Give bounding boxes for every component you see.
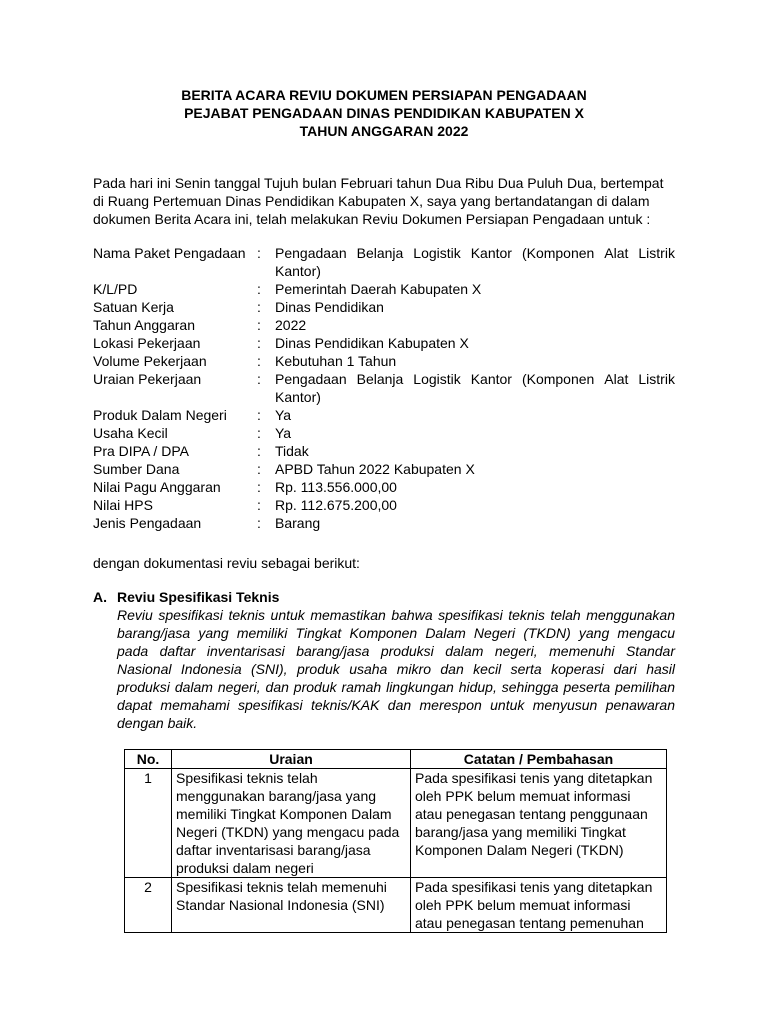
- field-colon: :: [257, 515, 261, 531]
- field-row: [93, 514, 675, 532]
- catatan-cell: [411, 878, 667, 933]
- field-label: Satuan Kerja: [93, 299, 174, 315]
- field-row: [93, 460, 675, 478]
- uraian-cell-line: menggunakan barang/jasa yang: [176, 788, 377, 804]
- section-desc-line: barang/jasa yang memiliki Tingkat Komponen Dalam Negeri (TKDN) yang mengacu: [117, 625, 675, 641]
- section-desc-line: pada daftar inventarisasi barang/jasa produksi dalam negeri, memenuhi Standar: [117, 643, 675, 659]
- field-value-line: Ya: [275, 407, 292, 423]
- catatan-cell: [411, 769, 667, 878]
- row-number: 2: [125, 878, 172, 933]
- package-details: [93, 244, 675, 532]
- field-label: Sumber Dana: [93, 461, 180, 477]
- field-row: [93, 244, 675, 280]
- field-value: [275, 280, 675, 298]
- field-value-line: 2022: [275, 317, 307, 333]
- field-value-line: Ya: [275, 425, 292, 441]
- catatan-cell-line: oleh PPK belum memuat informasi: [415, 897, 631, 913]
- field-row: [93, 280, 675, 298]
- field-value-line: Tidak: [275, 443, 309, 459]
- section-desc-line: dapat memahami spesifikasi teknis/KAK dan merespon untuk menyusun penawaran: [117, 697, 675, 713]
- title-line-3: TAHUN ANGGARAN 2022: [299, 123, 469, 139]
- section-desc-line: Nasional Indonesia (SNI), produk usaha mikro dan kecil serta koperasi dari hasil: [117, 661, 675, 677]
- field-colon: :: [257, 443, 261, 459]
- uraian-cell-line: memiliki Tingkat Komponen Dalam: [176, 806, 392, 822]
- field-label: Pra DIPA / DPA: [93, 443, 189, 459]
- field-value-line: Pemerintah Daerah Kabupaten X: [275, 281, 482, 297]
- field-value-line: Dinas Pendidikan: [275, 299, 384, 315]
- review-table: [124, 749, 667, 933]
- field-label: Nama Paket Pengadaan: [93, 245, 246, 261]
- section-desc-line: dengan baik.: [117, 715, 198, 731]
- field-value: [275, 460, 675, 478]
- field-value-line: Kebutuhan 1 Tahun: [275, 353, 397, 369]
- catatan-cell-line: atau penegasan tentang pemenuhan: [415, 915, 644, 931]
- uraian-cell-line: Negeri (TKDN) yang mengacu pada: [176, 824, 400, 840]
- field-colon: :: [257, 317, 261, 333]
- uraian-cell: [172, 769, 411, 878]
- catatan-cell-line: Pada spesifikasi tenis yang ditetapkan: [415, 879, 653, 895]
- catatan-cell-line: Komponen Dalam Negeri (TKDN): [415, 842, 624, 858]
- field-label: Jenis Pengadaan: [93, 515, 202, 531]
- field-colon: :: [257, 245, 261, 261]
- catatan-cell-line: oleh PPK belum memuat informasi: [415, 788, 631, 804]
- field-colon: :: [257, 425, 261, 441]
- field-value-line: Pengadaan Belanja Logistik Kantor (Komponen Alat Listrik: [275, 245, 675, 261]
- section-letter: A.: [93, 589, 107, 605]
- field-row: [93, 352, 675, 370]
- field-label: Uraian Pekerjaan: [93, 371, 202, 387]
- table-row: [125, 878, 667, 933]
- field-colon: :: [257, 371, 261, 387]
- closing-text: dengan dokumentasi reviu sebagai berikut:: [93, 555, 360, 571]
- table-row: [125, 769, 667, 878]
- field-value-line: Rp. 113.556.000,00: [275, 479, 397, 495]
- section-a-description: [117, 606, 675, 732]
- field-colon: :: [257, 407, 261, 423]
- field-value-line: Dinas Pendidikan Kabupaten X: [275, 335, 469, 351]
- field-colon: :: [257, 497, 261, 513]
- field-row: [93, 424, 675, 442]
- intro-paragraph: [93, 174, 675, 228]
- field-label: Volume Pekerjaan: [93, 353, 207, 369]
- title-line-2: PEJABAT PENGADAAN DINAS PENDIDIKAN KABUPATEN X: [184, 105, 584, 121]
- field-value: [275, 370, 675, 406]
- field-colon: :: [257, 281, 261, 297]
- header-uraian: Uraian: [172, 750, 411, 769]
- field-colon: :: [257, 353, 261, 369]
- intro-line: Pada hari ini Senin tanggal Tujuh bulan Februari tahun Dua Ribu Dua Puluh Dua, bertempat: [93, 175, 664, 191]
- section-desc-line: Reviu spesifikasi teknis untuk memastikan bahwa spesifikasi teknis telah menggunakan: [117, 607, 675, 623]
- field-label: Nilai HPS: [93, 497, 153, 513]
- section-title: Reviu Spesifikasi Teknis: [117, 589, 280, 605]
- uraian-cell-line: Standar Nasional Indonesia (SNI): [176, 897, 385, 913]
- field-colon: :: [257, 335, 261, 351]
- table-header-row: [125, 750, 667, 769]
- field-row: [93, 496, 675, 514]
- field-value-line: Barang: [275, 515, 321, 531]
- field-row: [93, 334, 675, 352]
- field-value: [275, 316, 675, 334]
- field-row: [93, 298, 675, 316]
- section-desc-line: produksi dalam negeri, dan produk ramah lingkungan hidup, sehingga peserta pemilihan: [117, 679, 675, 695]
- uraian-cell-line: daftar inventarisasi barang/jasa: [176, 842, 371, 858]
- field-label: Produk Dalam Negeri: [93, 407, 227, 423]
- field-value-line: Pengadaan Belanja Logistik Kantor (Komponen Alat Listrik: [275, 371, 675, 387]
- header-catatan: Catatan / Pembahasan: [411, 750, 667, 769]
- field-value: [275, 334, 675, 352]
- field-value-line: APBD Tahun 2022 Kabupaten X: [275, 461, 475, 477]
- field-label: K/L/PD: [93, 281, 138, 297]
- row-number: 1: [125, 769, 172, 878]
- field-colon: :: [257, 461, 261, 477]
- field-value: [275, 406, 675, 424]
- field-value: [275, 496, 675, 514]
- uraian-cell-line: Spesifikasi teknis telah memenuhi: [176, 879, 387, 895]
- field-label: Usaha Kecil: [93, 425, 168, 441]
- field-row: [93, 316, 675, 334]
- field-value: [275, 244, 675, 280]
- field-value: [275, 298, 675, 316]
- field-value-line: Kantor): [275, 389, 321, 405]
- field-row: [93, 478, 675, 496]
- uraian-cell-line: produksi dalam negeri: [176, 860, 314, 876]
- title-line-1: BERITA ACARA REVIU DOKUMEN PERSIAPAN PENGADAAN: [181, 87, 587, 103]
- field-value: [275, 478, 675, 496]
- catatan-cell-line: Pada spesifikasi tenis yang ditetapkan: [415, 770, 653, 786]
- field-label: Nilai Pagu Anggaran: [93, 479, 221, 495]
- field-value-line: Rp. 112.675.200,00: [275, 497, 397, 513]
- header-no: No.: [125, 750, 172, 769]
- section-a-heading: [93, 588, 279, 606]
- field-row: [93, 370, 675, 406]
- intro-line: dokumen Berita Acara ini, telah melakukan Reviu Dokumen Persiapan Pengadaan untuk :: [93, 211, 651, 227]
- uraian-cell: [172, 878, 411, 933]
- field-colon: :: [257, 299, 261, 315]
- field-value: [275, 352, 675, 370]
- field-label: Lokasi Pekerjaan: [93, 335, 201, 351]
- field-value: [275, 424, 675, 442]
- uraian-cell-line: Spesifikasi teknis telah: [176, 770, 318, 786]
- field-row: [93, 406, 675, 424]
- field-row: [93, 442, 675, 460]
- catatan-cell-line: atau penegasan tentang penggunaan: [415, 806, 648, 822]
- field-value-line: Kantor): [275, 263, 321, 279]
- field-label: Tahun Anggaran: [93, 317, 195, 333]
- field-value: [275, 442, 675, 460]
- document-title: [0, 86, 768, 140]
- intro-line: di Ruang Pertemuan Dinas Pendidikan Kabupaten X, saya yang bertandatangan di dalam: [93, 193, 650, 209]
- catatan-cell-line: barang/jasa yang memiliki Tingkat: [415, 824, 626, 840]
- field-colon: :: [257, 479, 261, 495]
- field-value: [275, 514, 675, 532]
